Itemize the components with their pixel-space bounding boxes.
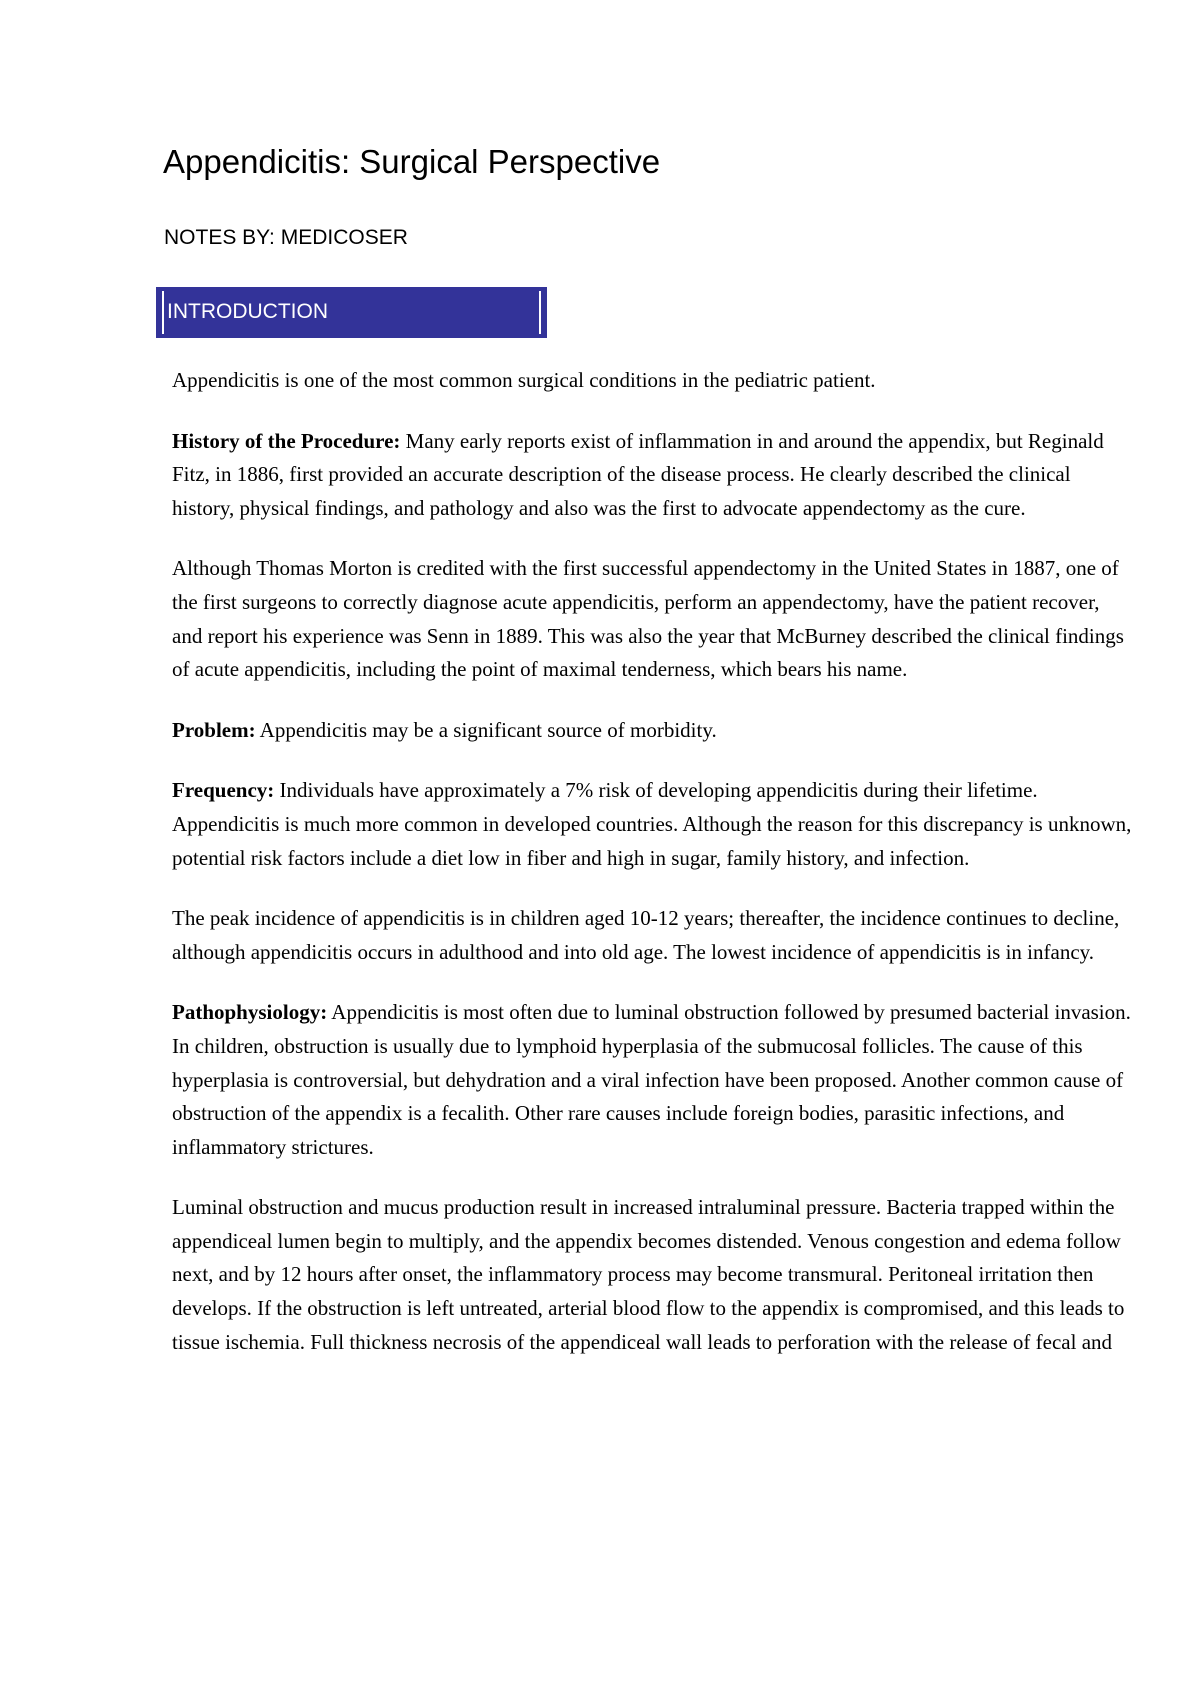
paragraph <box>172 902 1132 969</box>
section-header-introduction <box>156 287 547 338</box>
paragraph <box>172 552 1132 686</box>
paragraph-text: Individuals have approximately a 7% risk of developing appendicitis during their lifetime. Appendicitis is much more common in developed countries. Although the reason for this discrepancy is unknown, potential risk factors include a diet low in fiber and high in sugar, family history, and infection. <box>172 778 1132 870</box>
paragraph <box>172 774 1132 875</box>
page-title: Appendicitis: Surgical Perspective <box>163 143 661 180</box>
paragraph-text: Luminal obstruction and mucus production result in increased intraluminal pressure. Bacteria trapped within the appendiceal lumen begin to multiply, and the appendix becomes distended. Venous congestion and edema follow next, and by 12 hours after onset, the inflammatory process may become transmural. Peritoneal irritation then develops. If the obstruction is left untreated, arterial blood flow to the appendix is compromised, and this leads to tissue ischemia. Full thickness necrosis of the appendiceal wall leads to perforation with the release of fecal and <box>172 1195 1125 1354</box>
paragraph-lead: History of the Procedure: <box>172 428 401 453</box>
paragraph-lead: Pathophysiology: <box>172 1000 328 1025</box>
paragraph-text: Appendicitis is one of the most common surgical conditions in the pediatric patient. <box>172 368 876 392</box>
paragraph-text: Many early reports exist of inflammation in and around the appendix, but Reginald Fitz, in 1886, first provided an accurate description of the disease process. He clearly described the clinical history, physical findings, and pathology and also was the first to advocate appendectomy as the cure. <box>172 428 1104 520</box>
paragraph-lead: Problem: <box>172 717 256 742</box>
body-text <box>172 364 1132 1386</box>
paragraph <box>172 425 1132 526</box>
paragraph-text: The peak incidence of appendicitis is in children aged 10-12 years; thereafter, the incidence continues to decline, although appendicitis occurs in adulthood and into old age. The lowest incidence of appendicitis is in infancy. <box>172 906 1120 964</box>
paragraph-lead: Frequency: <box>172 778 275 803</box>
paragraph-text: Although Thomas Morton is credited with the first successful appendectomy in the United States in 1887, one of the first surgeons to correctly diagnose acute appendicitis, perform an appendectomy, have the patient recover, and report his experience was Senn in 1889. This was also the year that McBurney described the clinical findings of acute appendicitis, including the point of maximal tenderness, which bears his name. <box>172 556 1124 682</box>
section-header-label: INTRODUCTION <box>167 300 328 323</box>
paragraph <box>172 996 1132 1164</box>
paragraph-text: Appendicitis may be a significant source of morbidity. <box>255 717 717 742</box>
author-note: NOTES BY: MEDICOSER <box>164 226 408 249</box>
paragraph <box>172 714 1132 748</box>
paragraph <box>172 1191 1132 1359</box>
paragraph <box>172 364 1132 398</box>
paragraph-text: Appendicitis is most often due to luminal obstruction followed by presumed bacterial invasion. In children, obstruction is usually due to lymphoid hyperplasia of the submucosal follicles. The cause of this hyperplasia is controversial, but dehydration and a viral infection have been proposed. Another common cause of obstruction of the appendix is a fecalith. Other rare causes include foreign bodies, parasitic infections, and inflammatory strictures. <box>172 1000 1131 1159</box>
